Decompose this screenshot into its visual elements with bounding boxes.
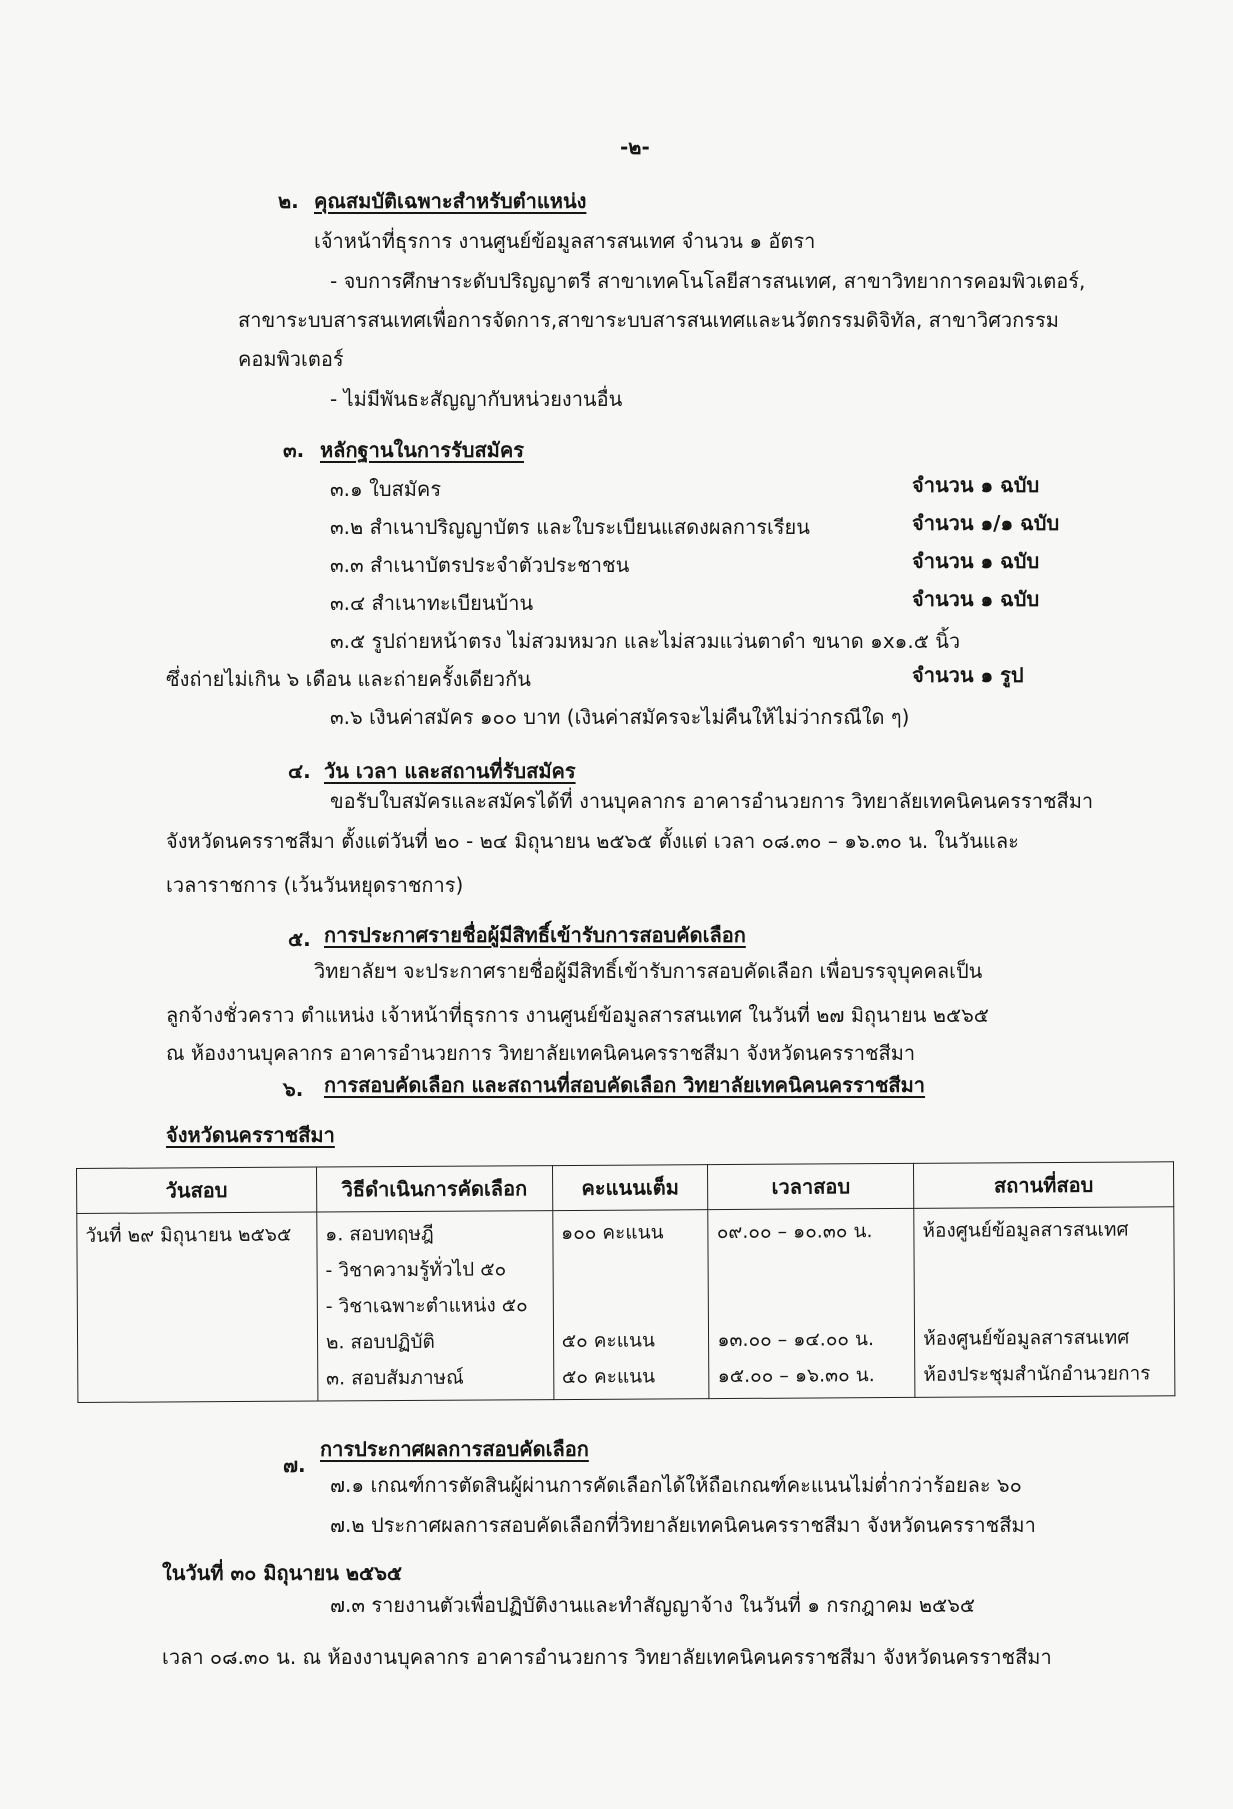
evidence-item-3-qty: จำนวน ๑ ฉบับ bbox=[912, 549, 1040, 573]
section-6-number: ๖. bbox=[283, 1077, 304, 1101]
cell-places bbox=[914, 1207, 1175, 1398]
exam-schedule-table bbox=[76, 1161, 1175, 1403]
section-4-line-3: เวลาราชการ (เว้นวันหยุดราชการ) bbox=[166, 873, 464, 897]
section-7-item-2: ๗.๒ ประกาศผลการสอบคัดเลือกที่วิทยาลัยเทคนิคนครราชสีมา จังหวัดนครราชสีมา bbox=[330, 1513, 1036, 1537]
section-7-item-1: ๗.๑ เกณฑ์การตัดสินผู้ผ่านการคัดเลือกได้ให้ถือเกณฑ์คะแนนไม่ต่ำกว่าร้อยละ ๖๐ bbox=[330, 1473, 1022, 1497]
header-exam-place: สถานที่สอบ bbox=[914, 1162, 1174, 1209]
evidence-item-1: ๓.๑ ใบสมัคร bbox=[330, 477, 442, 501]
section-2-number: ๒. bbox=[278, 189, 299, 213]
evidence-item-1-qty: จำนวน ๑ ฉบับ bbox=[912, 473, 1040, 497]
photo-line-1: ๓.๕ รูปถ่ายหน้าตรง ไม่สวมหมวก และไม่สวมแว่นตาดำ ขนาด ๑x๑.๕ นิ้ว bbox=[330, 629, 961, 653]
header-exam-date: วันสอบ bbox=[77, 1167, 317, 1213]
section-7-item-2-date: ในวันที่ ๓๐ มิถุนายน ๒๕๖๕ bbox=[162, 1561, 403, 1585]
header-full-score: คะแนนเต็ม bbox=[552, 1165, 708, 1211]
section-5-line-1: วิทยาลัยฯ จะประกาศรายชื่อผู้มีสิทธิ์เข้ารับการสอบคัดเลือก เพื่อบรรจุบุคคลเป็น bbox=[314, 959, 983, 983]
section-3-heading: หลักฐานในการรับสมัคร bbox=[320, 438, 524, 462]
cell-scores bbox=[552, 1210, 709, 1400]
cell-times bbox=[708, 1208, 915, 1398]
time-theory: ๐๙.๐๐ – ๑๐.๓๐ น. bbox=[716, 1220, 873, 1244]
photo-qty: จำนวน ๑ รูป bbox=[912, 663, 1024, 687]
section-7-item-3-line-2: เวลา ๐๘.๓๐ น. ณ ห้องงานบุคลากร อาคารอำนวยการ วิทยาลัยเทคนิคนครราชสีมา จังหวัดนครราชสีมา bbox=[162, 1645, 1052, 1669]
section-4-line-1: ขอรับใบสมัครและสมัครได้ที่ งานบุคลากร อาคารอำนวยการ วิทยาลัยเทคนิคนครราชสีมา bbox=[330, 789, 1094, 813]
no-contract-line: - ไม่มีพันธะสัญญากับหน่วยงานอื่น bbox=[330, 387, 623, 411]
section-7-number: ๗. bbox=[283, 1453, 306, 1477]
section-4-line-2: จังหวัดนครราชสีมา ตั้งแต่วันที่ ๒๐ - ๒๔ มิถุนายน ๒๕๖๕ ตั้งแต่ เวลา ๐๘.๓๐ – ๑๖.๓๐ น. ในวันและ bbox=[166, 829, 1019, 853]
method-practical: ๒. สอบปฏิบัติ bbox=[325, 1330, 435, 1354]
education-line-3: คอมพิวเตอร์ bbox=[238, 347, 344, 371]
score-interview: ๕๐ คะแนน bbox=[561, 1365, 656, 1389]
section-5-number: ๕. bbox=[288, 927, 311, 951]
cell-exam-date bbox=[77, 1212, 318, 1402]
method-theory: ๑. สอบทฤษฎี bbox=[325, 1222, 434, 1246]
section-7-heading: การประกาศผลการสอบคัดเลือก bbox=[320, 1437, 589, 1461]
education-line-2: สาขาระบบสารสนเทศเพื่อการจัดการ,สาขาระบบสารสนเทศและนวัตกรรมดิจิทัล, สาขาวิศวกรรม bbox=[238, 308, 1059, 332]
section-5-line-2: ลูกจ้างชั่วคราว ตำแหน่ง เจ้าหน้าที่ธุรการ งานศูนย์ข้อมูลสารสนเทศ ในวันที่ ๒๗ มิถุนายน ๒๕๖๕ bbox=[166, 1003, 989, 1027]
section-4-number: ๔. bbox=[288, 759, 311, 783]
evidence-item-4: ๓.๔ สำเนาทะเบียนบ้าน bbox=[330, 591, 534, 615]
place-practical: ห้องศูนย์ข้อมูลสารสนเทศ bbox=[923, 1326, 1130, 1350]
fee-line: ๓.๖ เงินค่าสมัคร ๑๐๐ บาท (เงินค่าสมัครจะไม่คืนให้ไม่ว่ากรณีใด ๆ) bbox=[330, 705, 910, 729]
place-interview: ห้องประชุมสำนักอำนวยการ bbox=[923, 1362, 1151, 1386]
section-6-heading-line-2: จังหวัดนครราชสีมา bbox=[166, 1123, 335, 1147]
section-4-heading: วัน เวลา และสถานที่รับสมัคร bbox=[324, 759, 576, 783]
score-theory: ๑๐๐ คะแนน bbox=[561, 1221, 664, 1245]
section-7-item-3: ๗.๓ รายงานตัวเพื่อปฏิบัติงานและทำสัญญาจ้าง ในวันที่ ๑ กรกฎาคม ๒๕๖๕ bbox=[330, 1593, 976, 1617]
method-general-knowledge: - วิชาความรู้ทั่วไป ๕๐ bbox=[325, 1258, 507, 1282]
section-5-line-3: ณ ห้องงานบุคลากร อาคารอำนวยการ วิทยาลัยเทคนิคนครราชสีมา จังหวัดนครราชสีมา bbox=[166, 1041, 916, 1065]
header-exam-time: เวลาสอบ bbox=[708, 1163, 914, 1209]
section-2-heading: คุณสมบัติเฉพาะสำหรับตำแหน่ง bbox=[314, 189, 587, 213]
cell-methods bbox=[317, 1211, 554, 1401]
education-line-1: - จบการศึกษาระดับปริญญาตรี สาขาเทคโนโลยีสารสนเทศ, สาขาวิทยาการคอมพิวเตอร์, bbox=[330, 269, 1086, 293]
time-practical: ๑๓.๐๐ – ๑๔.๐๐ น. bbox=[717, 1328, 875, 1352]
method-position-specific: - วิชาเฉพาะตำแหน่ง ๕๐ bbox=[325, 1294, 528, 1318]
header-method: วิธีดำเนินการคัดเลือก bbox=[316, 1166, 552, 1212]
evidence-item-2: ๓.๒ สำเนาปริญญาบัตร และใบระเบียนแสดงผลการเรียน bbox=[330, 515, 810, 539]
section-3-number: ๓. bbox=[283, 438, 305, 462]
evidence-item-3: ๓.๓ สำเนาบัตรประจำตัวประชาชน bbox=[330, 553, 630, 577]
time-interview: ๑๕.๐๐ – ๑๖.๓๐ น. bbox=[717, 1364, 875, 1388]
exam-date: วันที่ ๒๙ มิถุนายน ๒๕๖๕ bbox=[85, 1223, 292, 1247]
evidence-item-2-qty: จำนวน ๑/๑ ฉบับ bbox=[912, 511, 1060, 535]
section-6-heading-line-1: การสอบคัดเลือก และสถานที่สอบคัดเลือก วิทยาลัยเทคนิคนครราชสีมา bbox=[324, 1073, 926, 1097]
table-header-row bbox=[77, 1162, 1174, 1214]
photo-line-2: ซึ่งถ่ายไม่เกิน ๖ เดือน และถ่ายครั้งเดียวกัน bbox=[166, 667, 531, 691]
place-theory: ห้องศูนย์ข้อมูลสารสนเทศ bbox=[922, 1218, 1129, 1242]
score-practical: ๕๐ คะแนน bbox=[561, 1329, 655, 1353]
section-5-heading: การประกาศรายชื่อผู้มีสิทธิ์เข้ารับการสอบคัดเลือก bbox=[324, 923, 746, 947]
page-number: -๒- bbox=[620, 135, 650, 159]
position-line: เจ้าหน้าที่ธุรการ งานศูนย์ข้อมูลสารสนเทศ จำนวน ๑ อัตรา bbox=[314, 229, 816, 253]
evidence-item-4-qty: จำนวน ๑ ฉบับ bbox=[912, 587, 1040, 611]
table-row bbox=[77, 1207, 1175, 1403]
method-interview: ๓. สอบสัมภาษณ์ bbox=[326, 1366, 464, 1390]
